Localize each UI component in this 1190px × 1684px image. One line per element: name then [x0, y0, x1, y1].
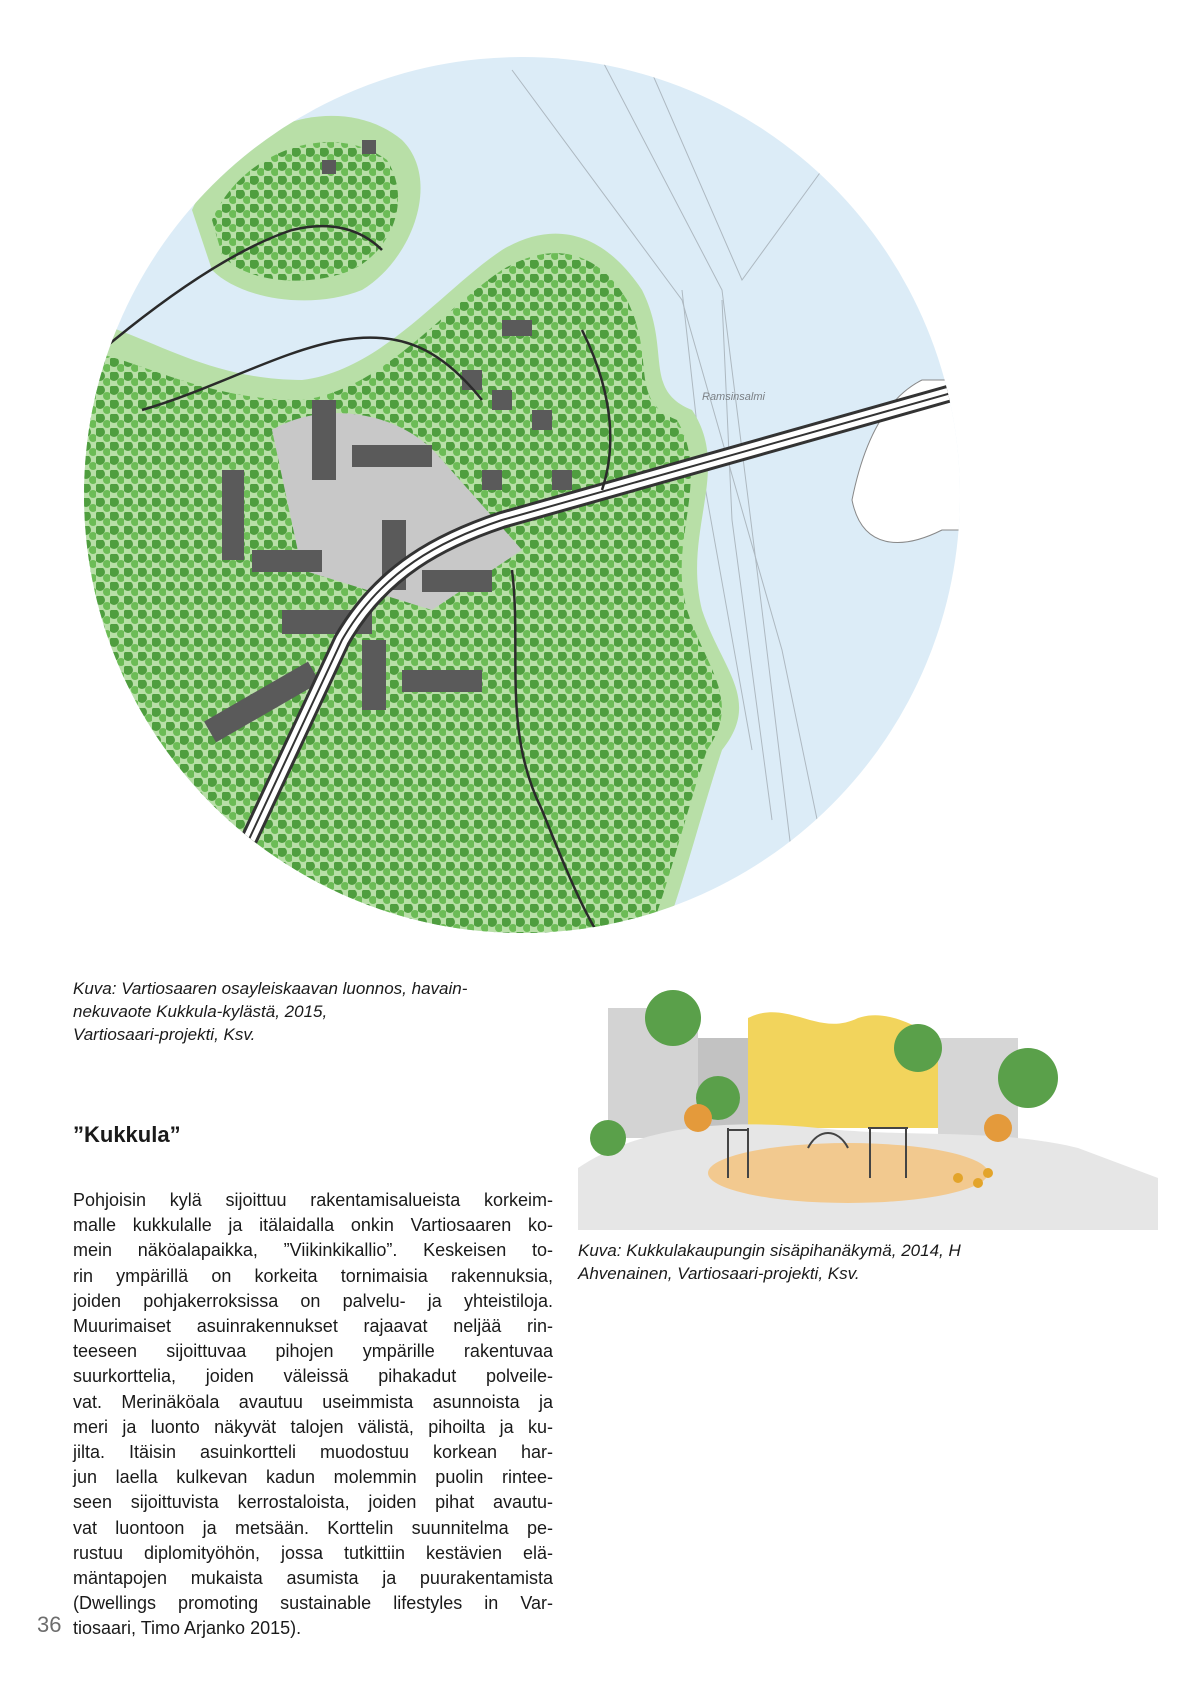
paragraph-line: joiden pohjakerroksissa on palvelu- ja yhteistiloja.	[73, 1290, 553, 1311]
map-caption-line: Kuva: Vartiosaaren osayleiskaavan luonnos, havain-	[73, 979, 468, 998]
map-caption-line: nekuvaote Kukkula-kylästä, 2015,	[73, 1002, 328, 1021]
paragraph-line: Pohjoisin kylä sijoittuu rakentamisalueista korkeim-	[73, 1190, 553, 1210]
paragraph-line: jilta. Itäisin asuinkortteli muodostuu korkean har-	[73, 1442, 553, 1463]
illustration-svg	[578, 978, 1160, 1230]
map-caption-line: Vartiosaari-projekti, Ksv.	[73, 1025, 256, 1044]
map-svg	[82, 50, 962, 940]
paragraph-line: vat luontoon ja metsään. Korttelin suunnitelma pe-	[73, 1517, 553, 1538]
sandbox	[708, 1143, 988, 1203]
illustration-caption	[578, 1239, 1078, 1285]
water-label: Ramsinsalmi	[702, 391, 765, 403]
section-heading: ”Kukkula”	[73, 1122, 181, 1147]
paragraph-line: vat. Merinäköala avautuu useimmista asunnoista ja	[73, 1391, 553, 1412]
courtyard-illustration	[578, 978, 1160, 1230]
paragraph-line: rin ympärillä on korkeita tornimaisia rakennuksia,	[73, 1265, 553, 1286]
paragraph-line: teeseen sijoittuvaa pihojen ympärille rakentuvaa	[73, 1341, 553, 1362]
body-paragraph	[73, 1188, 553, 1642]
paragraph-line: suurkorttelia, joiden väleissä pihakadut polveile-	[73, 1366, 553, 1387]
paragraph-line: mein näköalapaikka, ”Viikinkikallio”. Keskeisen to-	[73, 1240, 553, 1261]
paragraph-line: meri ja luonto näkyvät talojen välistä, pihoilta ja ku-	[73, 1416, 553, 1437]
paragraph-line: (Dwellings promoting sustainable lifestyles in Var-	[73, 1593, 553, 1614]
map-caption	[73, 977, 553, 1046]
paragraph-line: jun laella kulkevan kadun molemmin puolin rintee-	[73, 1467, 553, 1488]
paragraph-line: seen sijoittuvista kerrostaloista, joiden pihat avautu-	[73, 1492, 553, 1513]
site-plan-map	[82, 50, 962, 940]
paragraph-line: Muurimaiset asuinrakennukset rajaavat neljää rin-	[73, 1316, 553, 1337]
paragraph-line: mäntapojen mukaista asumista ja puurakentamista	[73, 1568, 553, 1589]
paragraph-line: tiosaari, Timo Arjanko 2015).	[73, 1618, 302, 1639]
page-number: 36	[37, 1612, 62, 1637]
paragraph-line: malle kukkulalle ja itälaidalla onkin Vartiosaaren ko-	[73, 1215, 553, 1236]
paragraph-line: rustuu diplomityöhön, jossa tutkittiin kestävien elä-	[73, 1542, 553, 1563]
illustration-caption-line: Kuva: Kukkulakaupungin sisäpihanäkymä, 2014, H	[578, 1241, 961, 1260]
illustration-caption-line: Ahvenainen, Vartiosaari-projekti, Ksv.	[578, 1264, 860, 1283]
